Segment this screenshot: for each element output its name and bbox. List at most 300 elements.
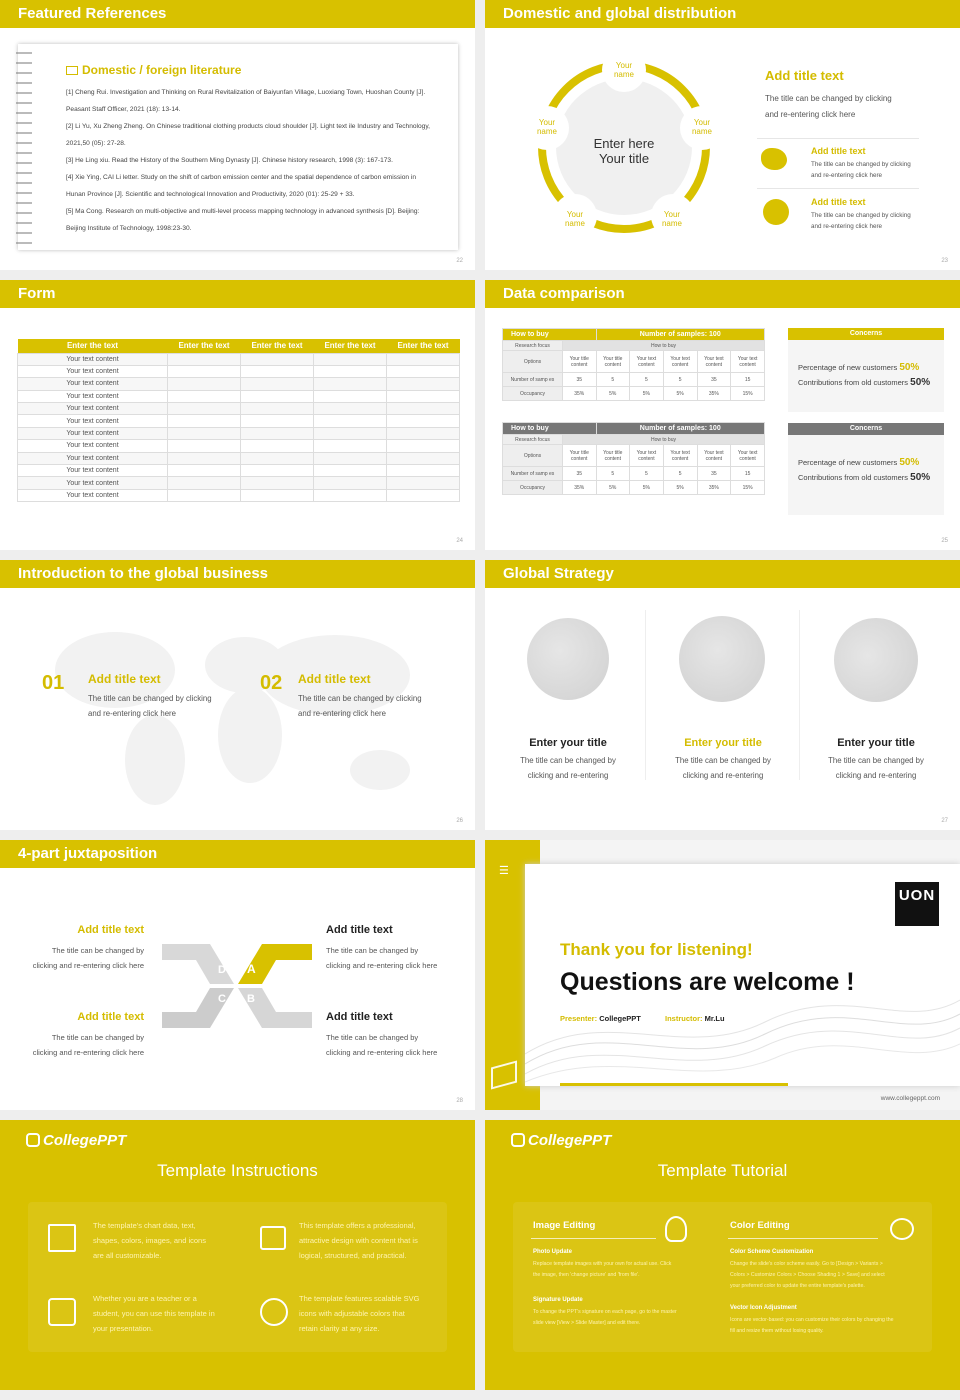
table-cell[interactable]: 5 [663, 373, 697, 387]
table-cell[interactable]: 35 [563, 467, 597, 481]
table-cell[interactable] [241, 427, 314, 439]
section-title: Image Editing [533, 1220, 596, 1231]
globe-icon [527, 618, 609, 700]
slide-tutorial[interactable] [485, 1120, 960, 1390]
section-title: Domestic / foreign literature [82, 63, 242, 77]
slide-title: Template Tutorial [657, 1161, 788, 1180]
concern-label: Contributions from old customers [798, 378, 909, 387]
concern-value: 50% [910, 377, 931, 388]
table-cell[interactable] [387, 489, 460, 501]
table-row [18, 465, 460, 477]
table-cell[interactable] [314, 440, 387, 452]
tutorial-line: the image, then 'change picture' and 'from file'. [533, 1272, 640, 1278]
table-cell[interactable] [241, 465, 314, 477]
item-number: 02 [260, 672, 283, 694]
table-cell[interactable]: 35% [697, 481, 731, 495]
table-cell[interactable]: 15 [731, 467, 765, 481]
table-cell[interactable] [314, 378, 387, 390]
quadrant-letter: D [218, 964, 226, 976]
table-cell[interactable] [241, 415, 314, 427]
instruction-line: attractive design with content that is [299, 1236, 418, 1245]
divider [645, 610, 646, 780]
table-cell[interactable] [168, 477, 241, 489]
table-cell[interactable]: Your text content [731, 445, 765, 467]
row-label: Research focus [503, 435, 563, 445]
table-row [18, 452, 460, 464]
item-title[interactable]: Enter your title [529, 737, 607, 749]
cycle-node-label[interactable]: Your name [536, 118, 557, 136]
cycle-node-label[interactable]: Your name [661, 210, 682, 228]
menu-icon[interactable]: ☰ [499, 865, 509, 877]
tutorial-text [533, 1259, 671, 1281]
row-label: Research focus [503, 341, 563, 351]
table-cell[interactable] [168, 415, 241, 427]
book-icon [66, 66, 78, 75]
desc-line: The title can be changed by [326, 946, 419, 955]
table-cell[interactable]: Your title content [563, 445, 597, 467]
table-row [18, 403, 460, 415]
concern-line [798, 455, 930, 470]
item-desc [298, 691, 422, 721]
spiral-binding-icon [16, 52, 32, 248]
item-title[interactable]: Enter your title [837, 737, 915, 749]
table-row [18, 415, 460, 427]
item-number: 01 [42, 672, 65, 694]
cycle-node-label[interactable]: Your name [691, 118, 712, 136]
item-title[interactable]: Add title text [77, 924, 144, 936]
table-row [503, 373, 765, 387]
table-cell[interactable]: Your text content [18, 353, 168, 365]
item-title[interactable]: Add title text [88, 672, 161, 686]
concern-line [798, 375, 930, 390]
table-row [18, 378, 460, 390]
website-url[interactable]: www.collegeppt.com [880, 1095, 940, 1102]
sub-title: Vector Icon Adjustment [730, 1305, 797, 1311]
tutorial-line: fill and resize them without losing quality. [730, 1328, 824, 1334]
table-cell[interactable]: 35 [697, 467, 731, 481]
concern-value: 50% [910, 472, 931, 483]
column-header: Number of samples: 100 [596, 329, 764, 341]
table-cell[interactable] [241, 489, 314, 501]
notebook-card [18, 44, 458, 250]
item-title[interactable]: Add title text [326, 924, 393, 936]
table-cell[interactable]: 35% [563, 481, 597, 495]
slide-title: Template Instructions [157, 1161, 318, 1180]
table-cell[interactable]: 5 [630, 373, 664, 387]
table-cell[interactable]: Your text content [18, 489, 168, 501]
table-cell[interactable] [314, 390, 387, 402]
concern-label: Percentage of new customers [798, 458, 898, 467]
table-cell[interactable]: 35% [697, 387, 731, 401]
item-title[interactable]: Add title text [77, 1011, 144, 1023]
column-header[interactable]: Enter the text [314, 339, 387, 353]
table-cell[interactable] [168, 378, 241, 390]
table-cell[interactable] [387, 378, 460, 390]
table-body [18, 353, 460, 502]
thanks-title: Thank you for listening! [560, 940, 753, 959]
table-cell[interactable]: 5% [630, 481, 664, 495]
row-label: Occupancy [503, 387, 563, 401]
sub-title: Photo Update [533, 1249, 572, 1255]
slide-header: Domestic and global distribution [485, 0, 960, 28]
item-title[interactable]: Add title text [811, 197, 866, 207]
desc-line: The title can be changed by [520, 756, 616, 765]
column-header[interactable]: Enter the text [18, 339, 168, 353]
table-cell[interactable] [168, 365, 241, 377]
item-desc [811, 210, 911, 232]
table-cell[interactable] [168, 353, 241, 365]
item-desc [648, 753, 798, 783]
reference-line: [2] Li Yu, Xu Zheng Zheng. On Chinese traditional clothing products cloud shoulder [J]. Light text ile Industry and Technology, [66, 123, 430, 130]
table-cell[interactable]: Your text content [630, 445, 664, 467]
item-desc [801, 753, 951, 783]
table-cell[interactable]: Your title content [596, 445, 630, 467]
table-cell[interactable] [387, 415, 460, 427]
table-cell[interactable] [168, 403, 241, 415]
presenter-label: Presenter: [560, 1014, 598, 1023]
desc-line: and re-entering click here [765, 110, 856, 119]
tutorial-text [730, 1259, 885, 1292]
table-cell[interactable]: 5% [596, 387, 630, 401]
table-row [503, 387, 765, 401]
table-cell[interactable]: 5% [663, 481, 697, 495]
center-line: Enter here [593, 136, 655, 151]
table-cell[interactable]: 5 [630, 467, 664, 481]
table-cell[interactable]: Your text content [18, 477, 168, 489]
table-row [503, 467, 765, 481]
cycle-node-label[interactable]: Your name [613, 61, 634, 79]
table-cell[interactable] [387, 440, 460, 452]
item-title[interactable]: Add title text [811, 146, 866, 156]
table-cell[interactable]: 15% [731, 481, 765, 495]
table-header-row [503, 329, 765, 341]
quadrant-letter: B [247, 993, 255, 1005]
table-row [503, 481, 765, 495]
table-cell[interactable]: Your text content [18, 390, 168, 402]
table-cell[interactable]: Your text content [18, 365, 168, 377]
divider [757, 188, 919, 189]
desc-line: The title can be changed by [51, 946, 144, 955]
page-number: 23 [941, 258, 948, 264]
table-cell[interactable]: 15% [731, 387, 765, 401]
table-cell[interactable] [241, 378, 314, 390]
table-cell[interactable]: Your text content [697, 351, 731, 373]
reference-line: 2021,50 (05): 27-28. [66, 140, 126, 147]
ball-icon [260, 1298, 288, 1326]
instruction-line: shapes, colors, images, and icons [93, 1236, 206, 1245]
table-cell[interactable] [241, 477, 314, 489]
presenter-line [560, 1014, 725, 1023]
table-cell[interactable]: 5% [663, 387, 697, 401]
palette-icon [890, 1218, 914, 1240]
table-cell[interactable]: 35% [563, 387, 597, 401]
slide-header: Data comparison [485, 280, 960, 308]
table-cell[interactable]: 5% [630, 387, 664, 401]
table-cell[interactable]: Your text content [18, 440, 168, 452]
table-cell[interactable] [314, 477, 387, 489]
row-label: Options [503, 351, 563, 373]
concern-card [788, 423, 944, 515]
concern-title: Concerns [788, 423, 944, 435]
instructor-name: Mr.Lu [704, 1014, 725, 1023]
slide-global-strategy[interactable] [485, 560, 960, 830]
reference-line: Peasant Staff Officer, 2021 (18): 13-14. [66, 106, 181, 113]
page-number: 25 [941, 538, 948, 544]
column-header: How to buy [503, 423, 597, 435]
desc-line: The title can be changed by clicking [811, 161, 911, 168]
table-cell[interactable] [314, 365, 387, 377]
table-row [503, 351, 765, 373]
table-cell[interactable]: Your text content [18, 378, 168, 390]
concern-line [798, 360, 930, 375]
tutorial-line: Change the slide's color scheme easily. Go to [Design > Variants > [730, 1261, 883, 1267]
desc-line: The title can be changed by [828, 756, 924, 765]
table-cell[interactable] [314, 465, 387, 477]
divider [799, 610, 800, 780]
content-card [525, 864, 960, 1086]
table-cell[interactable]: 5% [596, 481, 630, 495]
table-row [503, 341, 765, 351]
instruction-text [93, 1218, 206, 1263]
table-cell[interactable]: Your title content [563, 351, 597, 373]
cycle-node-label[interactable]: Your name [564, 210, 585, 228]
brand-name: CollegePPT [43, 1132, 127, 1149]
item-desc [326, 1030, 437, 1060]
desc-line: The title can be changed by clicking [765, 94, 892, 103]
instruction-line: retain clarity at any size. [299, 1324, 380, 1333]
item-desc [493, 753, 643, 783]
table-cell[interactable] [314, 452, 387, 464]
table-cell[interactable] [387, 452, 460, 464]
table-cell[interactable] [387, 353, 460, 365]
questions-title: Questions are welcome ! [560, 968, 855, 996]
table-cell: How to buy [563, 341, 765, 351]
section-title[interactable]: Add title text [765, 68, 844, 83]
reference-line: Beijing Institute of Technology, 1998:23-30. [66, 225, 192, 232]
concern-value: 50% [899, 362, 920, 373]
table-cell[interactable]: Your text content [18, 452, 168, 464]
center-line: Your title [598, 151, 650, 166]
brand-icon [26, 1133, 40, 1147]
brand-icon [511, 1133, 525, 1147]
table-cell[interactable] [168, 427, 241, 439]
table-cell[interactable] [168, 465, 241, 477]
item-desc [10, 1030, 144, 1060]
row-label: Number of samp es [503, 467, 563, 481]
table-cell[interactable]: 35 [563, 373, 597, 387]
slide-header: 4-part juxtaposition [0, 840, 475, 868]
table-cell[interactable]: 15 [731, 373, 765, 387]
instruction-text [299, 1218, 418, 1263]
divider [728, 1238, 878, 1239]
sub-title: Signature Update [533, 1297, 583, 1303]
desc-line: and re-entering click here [298, 709, 386, 718]
item-title[interactable]: Enter your title [684, 737, 762, 749]
instruction-text [299, 1291, 419, 1336]
table-row [18, 489, 460, 501]
globe-icon [679, 616, 765, 702]
column-header[interactable]: Enter the text [387, 339, 460, 353]
item-title[interactable]: Add title text [326, 1011, 393, 1023]
instruction-line: This template offers a professional, [299, 1221, 416, 1230]
teacher-icon [48, 1298, 76, 1326]
table-cell[interactable] [387, 390, 460, 402]
brand-logo [26, 1132, 126, 1149]
desc-line: clicking and re-entering [835, 771, 917, 780]
table-cell[interactable] [168, 452, 241, 464]
concern-card [788, 328, 944, 412]
item-desc [811, 159, 911, 181]
quadrant-letter: A [247, 962, 256, 976]
column-header[interactable]: Enter the text [241, 339, 314, 353]
table-row [18, 427, 460, 439]
concern-line [798, 470, 930, 485]
column-header: Number of samples: 100 [596, 423, 764, 435]
table-cell[interactable] [387, 465, 460, 477]
tutorial-line: your preferred color to update the entire template's palette. [730, 1283, 865, 1289]
globe-icon [834, 618, 918, 702]
table-cell[interactable] [387, 365, 460, 377]
slide-distribution[interactable] [485, 0, 960, 270]
layers-icon [260, 1226, 286, 1250]
desc-line: and re-entering click here [811, 172, 883, 179]
logo: UON [895, 882, 939, 926]
table-row [503, 445, 765, 467]
table-row [18, 477, 460, 489]
tutorial-line: Colors > Customize Colors > Choose Shading 1 > Save] and select [730, 1272, 885, 1278]
item-desc [88, 691, 212, 721]
concern-value: 50% [899, 457, 920, 468]
desc-line: The title can be changed by clicking [88, 694, 212, 703]
table-cell[interactable]: Your text content [18, 403, 168, 415]
page-number: 22 [456, 258, 463, 264]
table-cell[interactable]: Your text content [731, 351, 765, 373]
table-cell[interactable] [241, 390, 314, 402]
comparison-table [502, 328, 765, 401]
reference-line: [5] Ma Cong. Research on multi-objective and multi-level process mapping technology in advanced synthesis [D]. Beijing: [66, 208, 420, 215]
table-cell[interactable]: Your text content [663, 351, 697, 373]
tutorial-text [730, 1315, 894, 1337]
instruction-line: your presentation. [93, 1324, 154, 1333]
tutorial-line: Replace template images with your own for actual use. Click [533, 1261, 672, 1267]
instructor-label: Instructor: [664, 1014, 703, 1023]
table-cell[interactable] [168, 390, 241, 402]
brand-logo [511, 1132, 611, 1149]
table-cell[interactable] [168, 440, 241, 452]
slide-data-comparison[interactable] [485, 280, 960, 550]
table-cell[interactable]: Your text content [18, 465, 168, 477]
china-map-icon [761, 148, 787, 170]
accent-bar [560, 1083, 788, 1086]
sub-title: Color Scheme Customization [730, 1249, 814, 1255]
data-table [17, 339, 460, 502]
reference-list [66, 84, 456, 237]
table-cell[interactable]: Your text content [630, 351, 664, 373]
table-cell[interactable]: Your text content [697, 445, 731, 467]
table-cell[interactable] [241, 365, 314, 377]
table-cell[interactable]: Your text content [663, 445, 697, 467]
desc-line: clicking and re-entering click here [32, 1048, 144, 1057]
row-label: Number of samp es [503, 373, 563, 387]
table-cell[interactable] [314, 489, 387, 501]
table-cell[interactable] [241, 440, 314, 452]
table-cell[interactable]: 5 [596, 467, 630, 481]
column-header[interactable]: Enter the text [168, 339, 241, 353]
table-cell[interactable]: Your text content [18, 415, 168, 427]
table-header-row [503, 423, 765, 435]
desc-line: clicking and re-entering [682, 771, 764, 780]
desc-line: and re-entering click here [811, 223, 883, 230]
instruction-line: The template's chart data, text, [93, 1221, 196, 1230]
table-cell[interactable] [241, 353, 314, 365]
slide-form[interactable] [0, 280, 475, 550]
divider [757, 138, 919, 139]
tutorial-line: slide view [View > Slide Master] and edit there. [533, 1320, 641, 1326]
table-cell[interactable] [168, 489, 241, 501]
desc-line: clicking and re-entering click here [326, 1048, 438, 1057]
table-cell[interactable]: 5 [596, 373, 630, 387]
slide-header: Introduction to the global business [0, 560, 475, 588]
table-cell[interactable] [387, 477, 460, 489]
tutorial-line: To change the PPT's signature on each page, go to the master [533, 1309, 677, 1315]
table-cell[interactable]: 35 [697, 373, 731, 387]
slide-header: Featured References [0, 0, 475, 28]
slide-header: Form [0, 280, 475, 308]
concern-label: Contributions from old customers [798, 473, 909, 482]
table-cell[interactable] [314, 403, 387, 415]
section-desc [765, 91, 892, 123]
table-cell[interactable] [314, 353, 387, 365]
table-cell[interactable] [241, 452, 314, 464]
table-cell[interactable]: Your text content [18, 427, 168, 439]
desc-line: The title can be changed by [51, 1033, 144, 1042]
instruction-text [93, 1291, 215, 1336]
instruction-line: student, you can use this template in [93, 1309, 215, 1318]
slide-instructions[interactable] [0, 1120, 475, 1390]
slide-juxtaposition[interactable] [0, 840, 475, 1110]
column-header: How to buy [503, 329, 597, 341]
tutorial-text [533, 1307, 677, 1329]
table-cell[interactable] [387, 427, 460, 439]
slide-thank-you[interactable] [485, 840, 960, 1110]
table-cell[interactable] [387, 403, 460, 415]
lightbulb-icon [665, 1216, 687, 1242]
table-row [18, 353, 460, 365]
cycle-center-text[interactable] [584, 136, 664, 166]
desc-line: The title can be changed by [675, 756, 771, 765]
table-cell[interactable] [241, 403, 314, 415]
item-title[interactable]: Add title text [298, 672, 371, 686]
slide-references[interactable] [0, 0, 475, 270]
comparison-table [502, 422, 765, 495]
book-icon [48, 1224, 76, 1252]
page-number: 26 [456, 818, 463, 824]
presenter-name: CollegePPT [599, 1014, 641, 1023]
reference-line: [4] Xie Ying, CAI Li letter. Study on the shift of carbon emission center and the spatial dependence of carbon emission in [66, 174, 417, 181]
desc-line: The title can be changed by clicking [298, 694, 422, 703]
desc-line: The title can be changed by clicking [811, 212, 911, 219]
row-label: Options [503, 445, 563, 467]
table-cell[interactable] [314, 415, 387, 427]
slide-global-business[interactable] [0, 560, 475, 830]
table-cell[interactable]: 5 [663, 467, 697, 481]
reference-line: [1] Cheng Rui. Investigation and Thinking on Rural Revitalization of Baiyunfan Village, Luoxiang Town, Huoshan County [J]. [66, 89, 426, 96]
table-cell[interactable]: Your title content [596, 351, 630, 373]
table-cell[interactable] [314, 427, 387, 439]
tutorial-line: Icons are vector-based: you can customize their colors by changing the [730, 1317, 894, 1323]
desc-line: The title can be changed by [326, 1033, 419, 1042]
reference-line: [3] He Ling xiu. Read the History of the Southern Ming Dynasty [J]. Chinese history research, 1998 (3): 167-173. [66, 157, 393, 164]
